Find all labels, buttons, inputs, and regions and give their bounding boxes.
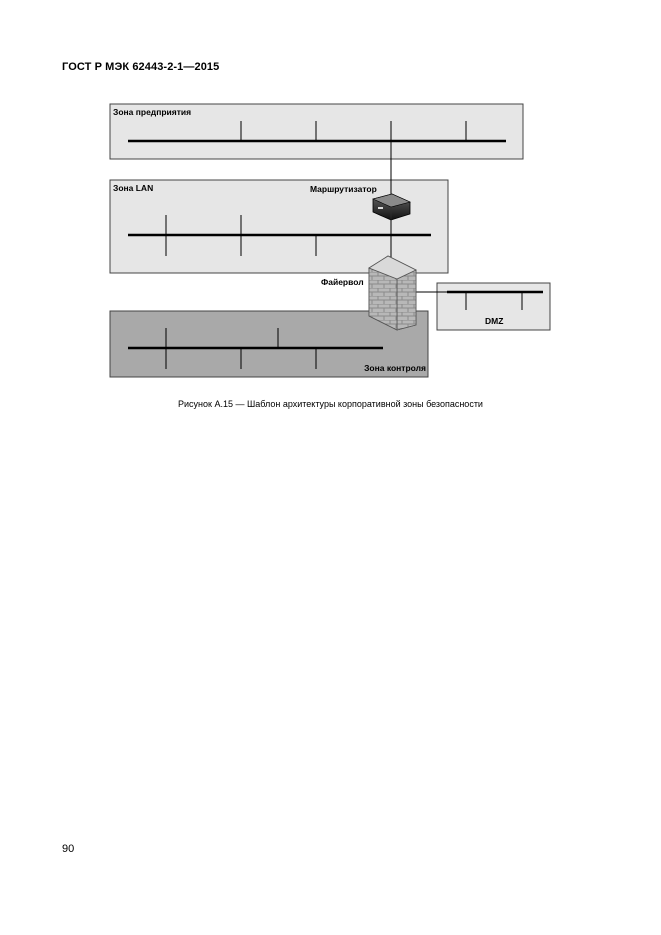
dmz-zone [437, 283, 550, 330]
figure-caption: Рисунок А.15 — Шаблон архитектуры корпоративной зоны безопасности [178, 399, 483, 409]
enterprise-zone [110, 104, 523, 159]
document-header: ГОСТ Р МЭК 62443-2-1—2015 [62, 61, 220, 73]
control-zone-label: Зона контроля [364, 363, 426, 373]
page-number: 90 [62, 843, 75, 855]
firewall-icon [369, 256, 416, 330]
enterprise-zone-label: Зона предприятия [113, 107, 192, 117]
dmz-zone-label: DMZ [485, 316, 504, 326]
router-label: Маршрутизатор [310, 184, 377, 194]
lan-zone [110, 180, 448, 273]
firewall-label: Файервол [321, 277, 364, 287]
lan-zone-label: Зона LAN [113, 183, 154, 193]
